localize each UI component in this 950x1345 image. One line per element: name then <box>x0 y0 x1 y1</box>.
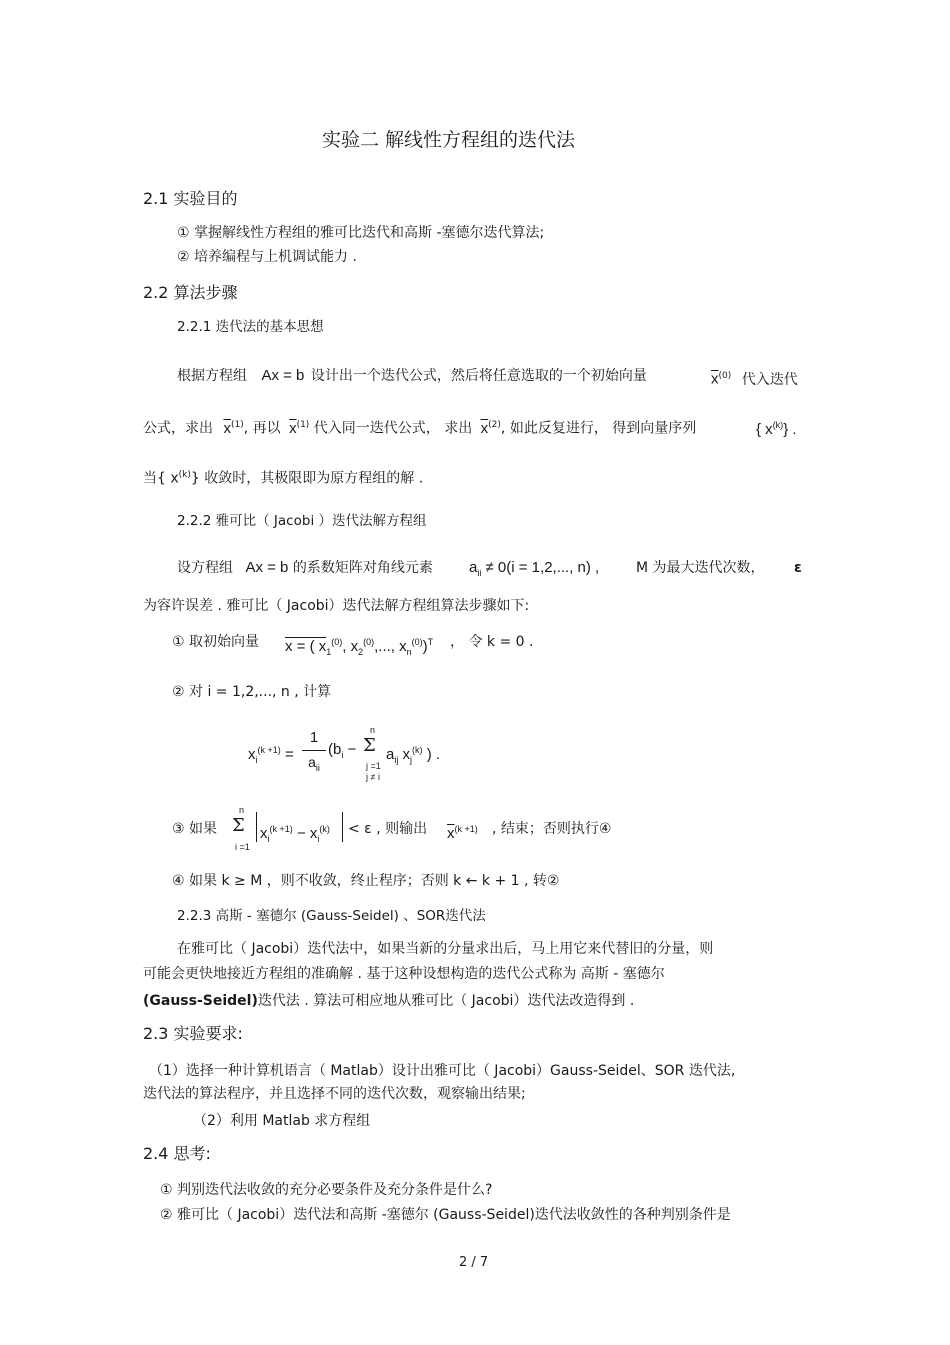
vector-symbol: $\overline{x}$ <box>447 825 455 842</box>
equation-part: , x <box>342 638 359 655</box>
vector-sequence <box>756 416 797 439</box>
section-2-1-heading: 2.1 实验目的 <box>143 189 238 208</box>
text-fragment: ① 取初始向量 <box>172 634 260 650</box>
paragraph-line: 可能会更快地接近方程组的准确解 . 基于这种设想构造的迭代公式称为 高斯 - 塞德尔 <box>143 966 665 982</box>
superscript: (1) <box>296 420 310 430</box>
section-2-2-heading: 2.2 算法步骤 <box>143 283 238 302</box>
paragraph-line <box>143 416 696 438</box>
symbol-x: x <box>248 746 256 763</box>
text-fragment: 设计出一个迭代公式，然后将任意选取的一个初始向量 <box>310 368 647 384</box>
superscript: (k +1) <box>257 745 281 755</box>
equation-part: x = ( x <box>285 638 327 655</box>
sum-lower-limit: j =1 <box>366 761 381 771</box>
vector-symbol: $\overline{x}$ <box>711 370 719 388</box>
vector-symbol: $\overline{x}$ <box>223 419 231 437</box>
paragraph-line: 在雅可比（ Jacobi）迭代法中，如果当新的分量求出后，马上用它来代替旧的分量，则 <box>177 941 714 957</box>
equation-ax-b: Ax = b <box>261 367 305 384</box>
page-number: 2 / 7 <box>459 1255 489 1270</box>
subscript: ij <box>394 755 399 765</box>
vector-symbol: $\overline{x}$ <box>480 419 489 437</box>
requirement-line: （2）利用 Matlab 求方程组 <box>193 1113 371 1129</box>
subscript: i <box>341 750 344 760</box>
paragraph-line <box>177 559 433 577</box>
max-iteration-text: M 为最大迭代次数， <box>636 560 765 576</box>
text-fragment: 的系数矩阵对角线元素 <box>292 560 433 576</box>
superscript: (k) <box>772 420 784 430</box>
subscript: 2 <box>358 647 364 657</box>
formula-lhs <box>248 741 294 769</box>
subsection-2-2-2-heading: 2.2.2 雅可比（ Jacobi ）迭代法解方程组 <box>177 513 427 529</box>
symbol-x: x <box>260 825 268 842</box>
step-3: ③ 如果 <box>172 821 218 837</box>
superscript: (k +1) <box>269 824 293 834</box>
superscript: (2) <box>488 420 501 430</box>
equation-ax-b: Ax = b <box>245 559 289 576</box>
text-fragment: , 如此反复进行， 得到向量序列 <box>500 420 697 437</box>
subscript: 1 <box>326 647 332 657</box>
superscript: (0) <box>363 637 375 647</box>
subscript: i <box>255 755 258 765</box>
text-fragment: 根据方程组 <box>177 368 247 384</box>
section-2-4-heading: 2.4 思考: <box>143 1144 211 1163</box>
text-fragment: } . <box>783 421 797 438</box>
symbol-x: x <box>402 746 411 763</box>
condition-text: ≠ 0(i = 1,2,..., n) , <box>485 559 600 576</box>
symbol-a: a <box>308 754 316 770</box>
question-item: ① 判别迭代法收敛的充分必要条件及充分条件是什么? <box>160 1182 493 1198</box>
subscript: i <box>317 834 320 844</box>
minus-x: − x <box>296 825 318 842</box>
text-fragment: } 收敛时，其极限即为原方程组的解 . <box>190 470 424 487</box>
step-1-tail: ， 令 k = 0 . <box>450 634 534 650</box>
text-fragment: 当{ x <box>143 470 179 487</box>
superscript: (k) <box>178 470 191 480</box>
section-2-3-heading: 2.3 实验要求: <box>143 1024 243 1043</box>
paragraph-line <box>143 992 634 1010</box>
sum-upper-limit: n <box>239 805 245 815</box>
sum-symbol: Σ <box>232 815 245 836</box>
sum-lower-limit: i =1 <box>235 842 250 852</box>
step-3-condition: < ε , 则输出 <box>348 821 428 837</box>
superscript: (k) <box>412 745 423 755</box>
superscript: (0) <box>411 637 423 647</box>
sum-symbol: Σ <box>363 735 376 756</box>
bold-term: (Gauss-Seidel) <box>143 993 258 1009</box>
superscript: (k) <box>319 824 330 834</box>
abs-bar-left <box>256 812 257 842</box>
subscript: ii <box>477 568 482 578</box>
text-fragment: 代入迭代 <box>741 371 798 388</box>
requirement-line: 迭代法的算法程序，并且选择不同的迭代次数，观察输出结果; <box>143 1086 526 1102</box>
text-fragment: , 再以 <box>243 420 281 437</box>
superscript: (0) <box>331 637 343 647</box>
symbol-a: a <box>469 559 478 576</box>
subscript: i <box>267 834 270 844</box>
equation-part: ) <box>422 638 428 655</box>
subscript: n <box>406 647 412 657</box>
paragraph-line <box>177 367 647 385</box>
formula-end: ) . <box>426 746 441 763</box>
output-vector <box>447 820 478 843</box>
requirement-line: （1）选择一种计算机语言（ Matlab）设计出雅可比（ Jacobi）Gauss-Seidel、SOR 迭代法, <box>149 1063 736 1079</box>
objective-item-1: ① 掌握解线性方程组的雅可比迭代和高斯 -塞德尔迭代算法; <box>177 225 545 241</box>
formula-sum-term <box>386 741 440 769</box>
equals-sign: = <box>284 746 294 763</box>
step-2: ② 对 i = 1,2,..., n , 计算 <box>172 684 332 700</box>
subsection-2-2-1-heading: 2.2.1 迭代法的基本思想 <box>177 319 324 335</box>
subsection-2-2-3-heading: 2.2.3 高斯 - 塞德尔 (Gauss-Seidel) 、SOR迭代法 <box>177 908 486 924</box>
subscript: j <box>410 755 413 765</box>
text-fragment: 代入同一迭代公式， 求出 <box>313 420 473 437</box>
sum-lower-limit: j ≠ i <box>366 772 380 782</box>
minus-sign: − <box>347 741 357 758</box>
superscript: (k +1) <box>454 824 478 834</box>
text-fragment: 迭代法 . 算法可相应地从雅可比（ Jacobi）迭代法改造得到 . <box>257 993 635 1009</box>
page-title: 实验二 解线性方程组的迭代法 <box>322 129 576 151</box>
step-1 <box>172 633 259 651</box>
text-fragment: 公式，求出 <box>143 420 213 437</box>
residual-expression <box>260 820 330 848</box>
formula-b <box>328 741 356 764</box>
initial-vector-equation <box>285 633 433 661</box>
step-3-tail: , 结束；否则执行④ <box>492 821 612 837</box>
paragraph-line: 为容许误差 . 雅可比（ Jacobi）迭代法解方程组算法步骤如下: <box>143 598 530 614</box>
text-fragment: { x <box>756 421 773 438</box>
fraction-numerator: 1 <box>309 729 319 746</box>
abs-bar-right <box>342 812 343 842</box>
superscript: T <box>427 637 434 647</box>
subscript: ii <box>315 762 320 773</box>
sum-upper-limit: n <box>370 725 376 735</box>
paragraph-line <box>143 466 423 488</box>
fraction-denominator <box>302 754 326 773</box>
epsilon-symbol: ε <box>794 560 802 576</box>
text-fragment: 设方程组 <box>177 560 233 576</box>
equation-part: ,..., x <box>374 638 407 655</box>
superscript: (1) <box>230 420 244 430</box>
fraction-bar <box>302 750 326 751</box>
step-4: ④ 如果 k ≥ M ，则不收敛，终止程序；否则 k ← k + 1 , 转② <box>172 873 560 889</box>
symbol-a: a <box>386 746 395 763</box>
diagonal-condition <box>469 559 599 582</box>
symbol-b: (b <box>328 741 342 758</box>
vector-x0 <box>711 367 798 389</box>
vector-symbol: $\overline{x}$ <box>289 419 297 437</box>
superscript: (0) <box>718 371 732 381</box>
objective-item-2: ② 培养编程与上机调试能力 . <box>177 249 357 265</box>
question-item: ② 雅可比（ Jacobi）迭代法和高斯 -塞德尔 (Gauss-Seidel)迭代法收敛性的各种判别条件是 <box>160 1207 731 1223</box>
